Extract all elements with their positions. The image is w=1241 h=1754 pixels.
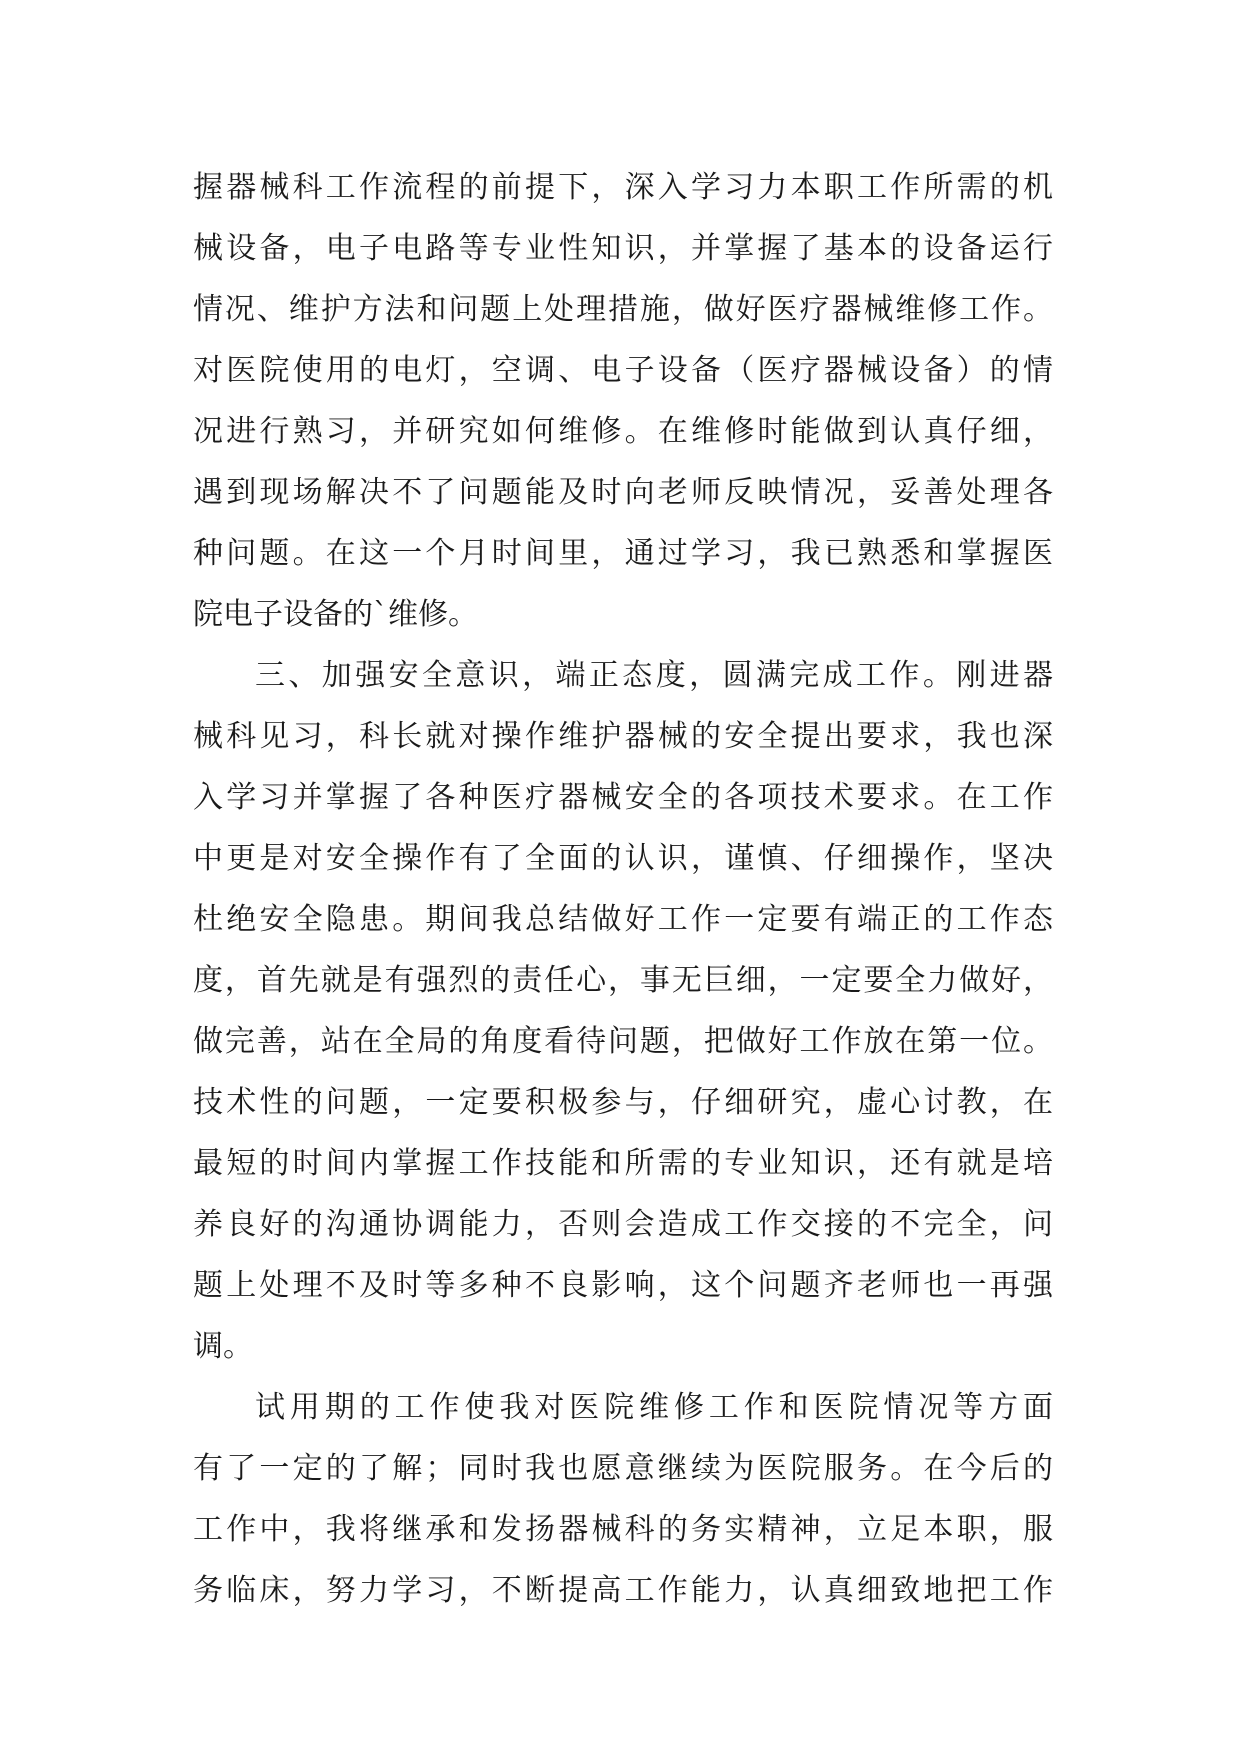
paragraph-line: 入学习并掌握了各种医疗器械安全的各项技术要求。在工作 <box>193 780 1053 815</box>
paragraph-line: 杜绝安全隐患。期间我总结做好工作一定要有端正的工作态 <box>193 902 1053 937</box>
paragraph-line: 有了一定的了解；同时我也愿意继续为医院服务。在今后的 <box>193 1451 1053 1486</box>
paragraph-line: 中更是对安全操作有了全面的认识，谨慎、仔细操作，坚决 <box>193 841 1053 876</box>
paragraph-line: 度，首先就是有强烈的责任心，事无巨细，一定要全力做好， <box>193 963 1053 998</box>
paragraph-line: 工作中，我将继承和发扬器械科的务实精神，立足本职，服 <box>193 1512 1053 1547</box>
paragraph-line: 遇到现场解决不了问题能及时向老师反映情况，妥善处理各 <box>193 475 1053 510</box>
paragraph-line: 最短的时间内掌握工作技能和所需的专业知识，还有就是培 <box>193 1146 1053 1181</box>
paragraph-1 <box>193 157 1053 645</box>
paragraph-line: 养良好的沟通协调能力，否则会造成工作交接的不完全，问 <box>193 1207 1053 1242</box>
paragraph-line: 种问题。在这一个月时间里，通过学习，我已熟悉和掌握医 <box>193 536 1053 571</box>
paragraph-line: 械设备，电子电路等专业性知识，并掌握了基本的设备运行 <box>193 231 1053 266</box>
paragraph-3 <box>193 1377 1053 1621</box>
paragraph-line: 械科见习，科长就对操作维护器械的安全提出要求，我也深 <box>193 719 1053 754</box>
paragraph-line: 情况、维护方法和问题上处理措施，做好医疗器械维修工作。 <box>193 292 1053 327</box>
paragraph-2 <box>193 645 1053 1377</box>
paragraph-line: 试用期的工作使我对医院维修工作和医院情况等方面 <box>255 1390 1053 1425</box>
paragraph-line: 题上处理不及时等多种不良影响，这个问题齐老师也一再强 <box>193 1268 1053 1303</box>
document-body <box>193 157 1053 1621</box>
paragraph-line: 况进行熟习，并研究如何维修。在维修时能做到认真仔细， <box>193 414 1053 449</box>
paragraph-line: 院电子设备的`维修。 <box>193 597 478 632</box>
paragraph-line: 三、加强安全意识，端正态度，圆满完成工作。刚进器 <box>255 658 1053 693</box>
paragraph-line: 技术性的问题，一定要积极参与，仔细研究，虚心讨教，在 <box>193 1085 1053 1120</box>
paragraph-line: 对医院使用的电灯，空调、电子设备（医疗器械设备）的情 <box>193 353 1053 388</box>
paragraph-line: 调。 <box>193 1329 253 1364</box>
paragraph-line: 务临床，努力学习，不断提高工作能力，认真细致地把工作 <box>193 1573 1053 1608</box>
paragraph-line: 做完善，站在全局的角度看待问题，把做好工作放在第一位。 <box>193 1024 1053 1059</box>
paragraph-line: 握器械科工作流程的前提下，深入学习力本职工作所需的机 <box>193 170 1053 205</box>
